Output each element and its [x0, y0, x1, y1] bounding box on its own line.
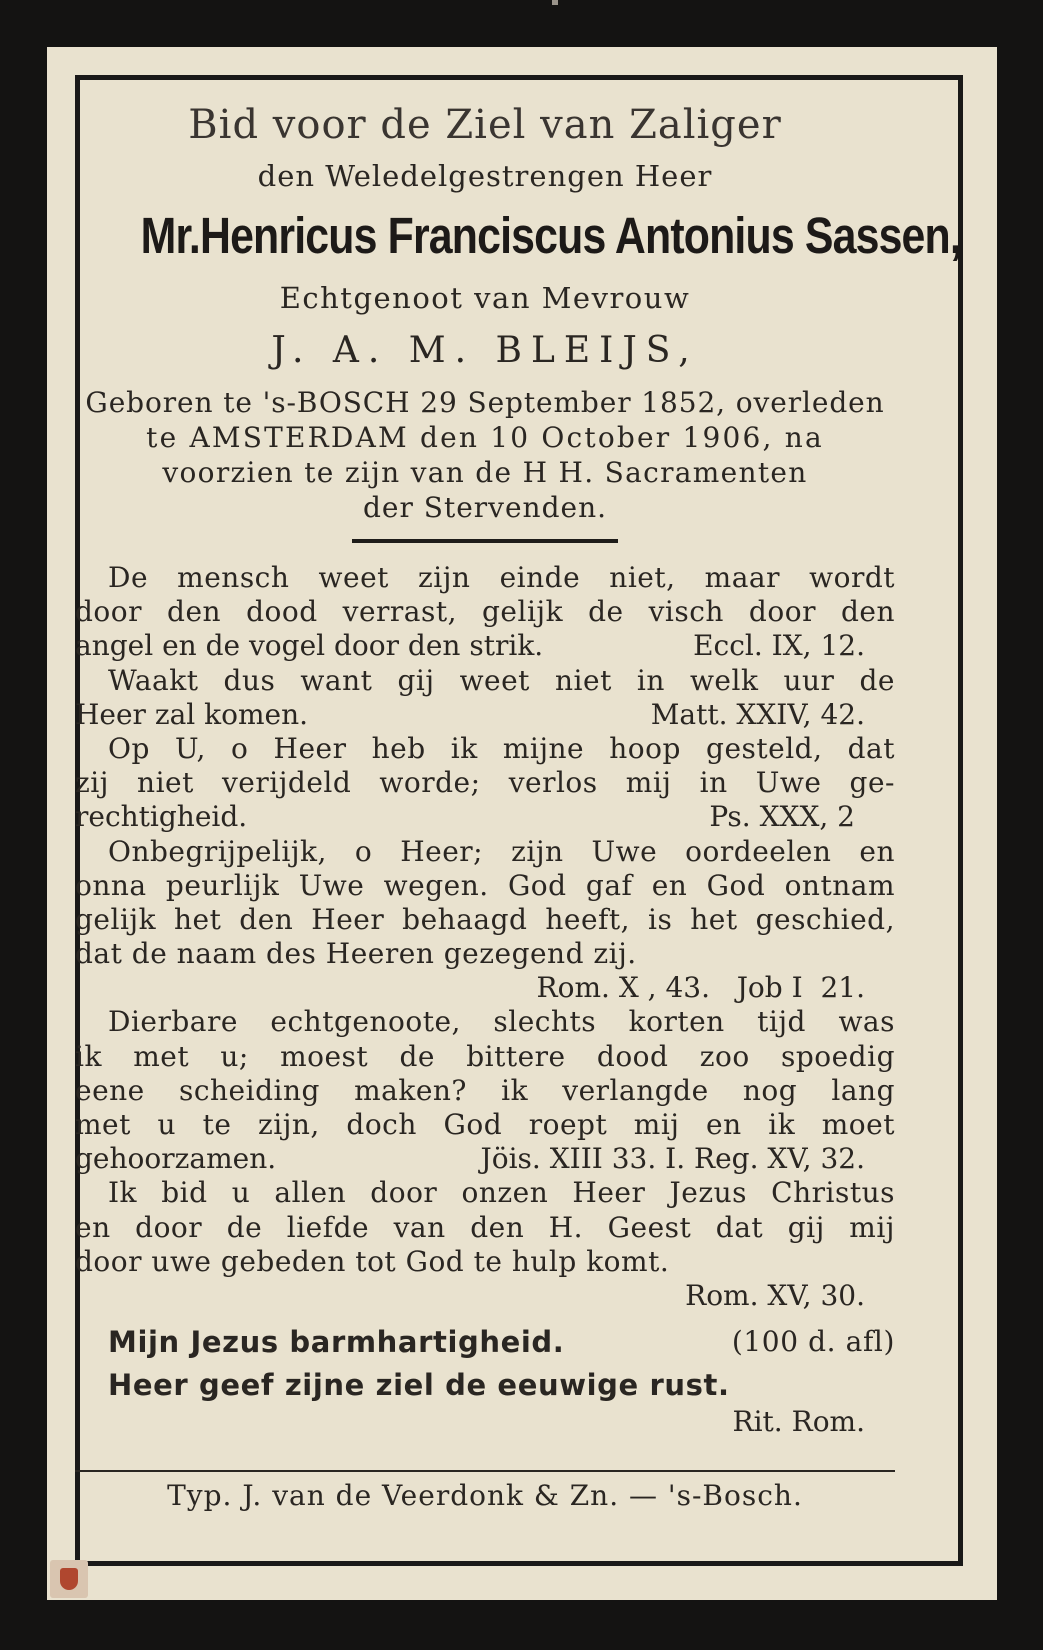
verse-5-line-2: ik met u; moest de bittere dood zoo spoedig — [75, 1039, 895, 1073]
verse-4-reference: Rom. X , 43. Job I 21. — [536, 971, 865, 1005]
verse-5-line-4: met u te zijn, doch God roept mij en ik moet — [75, 1108, 895, 1142]
closing-prayer-1: Mijn Jezus barmhartigheid. — [108, 1325, 565, 1360]
closing-block — [75, 1319, 895, 1439]
edge-mark — [552, 0, 558, 5]
deceased-name: Mr.Henricus Franciscus Antonius Sassen, — [140, 207, 961, 264]
header-line-2: den Weledelgestrengen Heer — [257, 159, 713, 193]
verse-4-line-1: Onbegrijpelijk, o Heer; zijn Uwe oordeelen en — [108, 834, 895, 868]
verse-5-reference: Jöis. XIII 33. I. Reg. XV, 32. — [480, 1142, 865, 1176]
closing-prayer-2: Heer geef zijne ziel de eeuwige rust. — [108, 1368, 730, 1403]
verse-1-text-end: angel en de vogel door den strik. — [75, 629, 544, 663]
verse-1-reference: Eccl. IX, 12. — [693, 629, 865, 663]
verse-4-line-2: onna peurlijk Uwe wegen. God gaf en God ontnam — [75, 868, 895, 902]
header-line-1: Bid voor de Ziel van Zaliger — [188, 102, 782, 148]
verse-3-text-end: rechtigheid. — [75, 800, 248, 834]
verse-5-text-end: gehoorzamen. — [75, 1142, 277, 1176]
closing-reference: Rit. Rom. — [732, 1405, 865, 1439]
verse-5-line-3: eene scheiding maken? ik verlangde nog lang — [75, 1073, 895, 1107]
verse-6-line-3: door uwe gebeden tot God te hulp komt. — [75, 1244, 670, 1278]
verse-3-line-1: Op U, o Heer heb ik mijne hoop gesteld, dat — [108, 732, 895, 766]
divider-rule — [352, 539, 618, 543]
verse-2-line-2 — [75, 698, 895, 732]
birth-line-3: voorzien te zijn van de H H. Sacramenten — [162, 456, 808, 489]
verse-2-reference: Matt. XXIV, 42. — [650, 697, 865, 731]
verse-2-text-end: Heer zal komen. — [75, 697, 309, 731]
verse-6-line-1: Ik bid u allen door onzen Heer Jezus Christus — [108, 1176, 895, 1210]
verse-1-line-3 — [75, 629, 895, 663]
printer-credit: Typ. J. van de Veerdonk & Zn. — 's-Bosch. — [167, 1479, 803, 1512]
birth-line-2: te AMSTERDAM den 10 October 1906, na — [146, 421, 824, 454]
verse-3-line-3 — [75, 800, 895, 834]
card-content — [75, 97, 961, 1439]
verses-block — [75, 561, 895, 1313]
birth-death-block — [75, 385, 895, 525]
verse-4-line-3: gelijk het den Heer behaagd heeft, is het geschied, — [75, 903, 895, 937]
verse-3-reference: Ps. XXX, 2 — [709, 800, 855, 834]
birth-line-4: der Stervenden. — [362, 491, 608, 524]
spouse-name: J. A. M. BLEIJS, — [271, 330, 699, 371]
birth-line-1: Geboren te 's-BOSCH 29 September 1852, overleden — [85, 386, 885, 419]
watermark-stamp-icon — [50, 1560, 88, 1598]
verse-6-line-2: en door de liefde van den H. Geest dat gij mij — [75, 1210, 895, 1244]
verse-4-line-4: dat de naam des Heeren gezegend zij. — [75, 937, 637, 971]
card-paper — [47, 47, 997, 1600]
indulgence-note: (100 d. afl) — [731, 1325, 895, 1359]
verse-2-line-1: Waakt dus want gij weet niet in welk uur de — [108, 663, 895, 697]
verse-1-line-1: De mensch weet zijn einde niet, maar wordt — [108, 561, 895, 594]
verse-5-line-5 — [75, 1142, 895, 1176]
verse-3-line-2: zij niet verijdeld worde; verlos mij in Uwe ge- — [75, 766, 895, 800]
verse-1-line-2: door den dood verrast, gelijk de visch door den — [75, 595, 895, 629]
verse-5-line-1: Dierbare echtgenoote, slechts korten tijd was — [108, 1005, 895, 1039]
header-line-4: Echtgenoot van Mevrouw — [279, 281, 691, 315]
closing-line-1 — [75, 1319, 895, 1365]
footer-rule — [75, 1470, 895, 1472]
verse-6-reference: Rom. XV, 30. — [685, 1279, 865, 1313]
